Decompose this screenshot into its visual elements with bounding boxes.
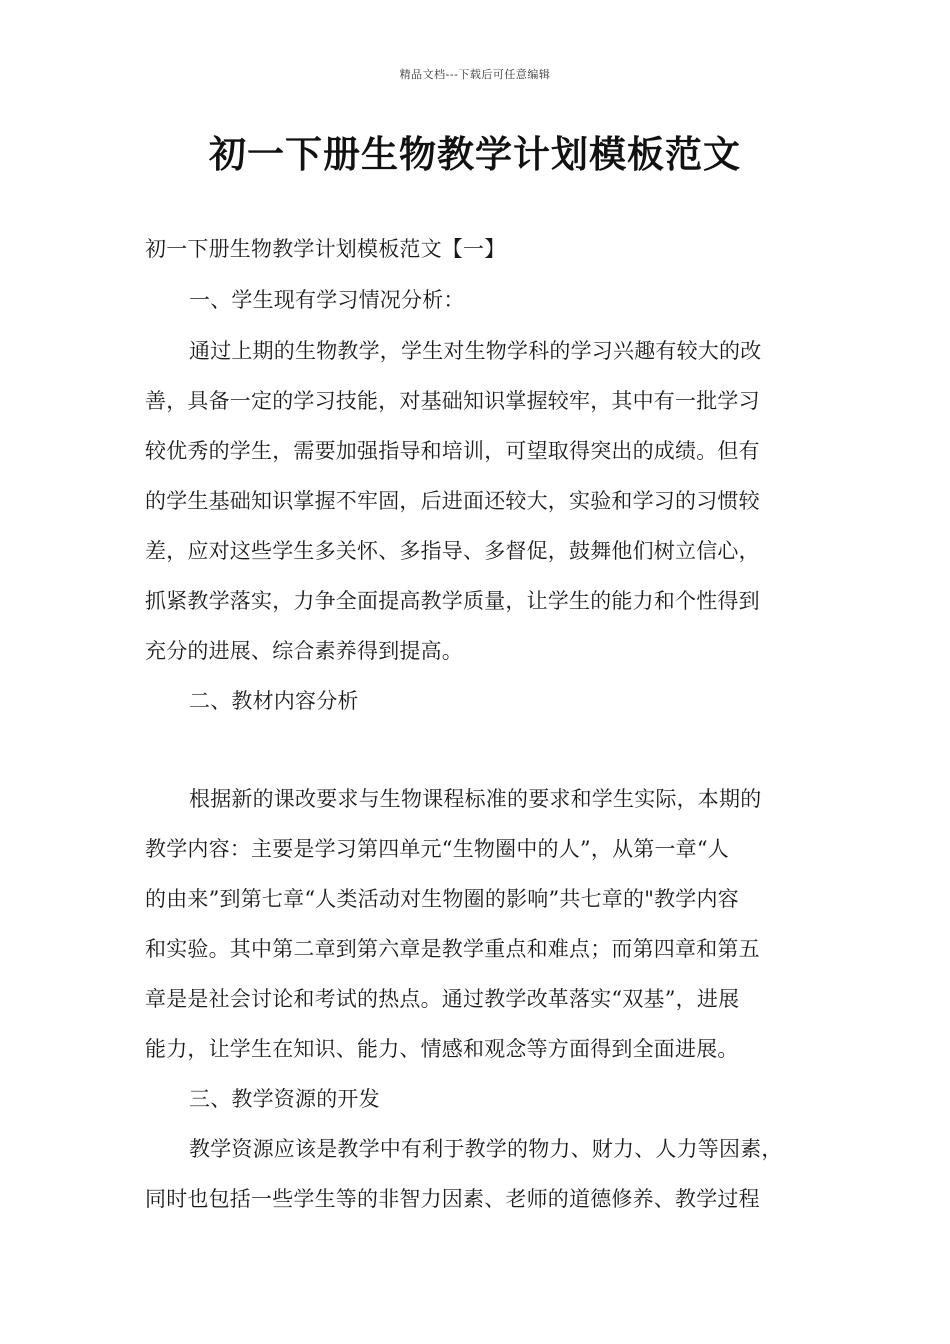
section-heading: 初一下册生物教学计划模板范文【一】 (145, 237, 506, 261)
subsection-heading: 一、学生现有学习情况分析： (189, 288, 465, 312)
paragraph-line: 同时也包括一些学生等的非智力因素、老师的道德修养、教学过程 (145, 1187, 760, 1211)
paragraph-line: 的由来”到第七章“人类活动对生物圈的影响”共七章的"教学内容 (145, 887, 739, 911)
paragraph-line: 较优秀的学生，需要加强指导和培训，可望取得突出的成绩。但有 (145, 439, 760, 463)
document-title: 初一下册生物教学计划模板范文 (209, 132, 741, 176)
paragraph-line: 差，应对这些学生多关怀、多指导、多督促，鼓舞他们树立信心， (145, 539, 760, 563)
paragraph-line: 善，具备一定的学习技能，对基础知识掌握较牢，其中有一批学习 (145, 389, 760, 413)
paragraph-line: 通过上期的生物教学，学生对生物学科的学习兴趣有较大的改 (189, 339, 762, 363)
paragraph-line: 教学内容：主要是学习第四单元“生物圈中的人”，从第一章“人 (145, 837, 730, 861)
paragraph-line: 抓紧教学落实，力争全面提高教学质量，让学生的能力和个性得到 (145, 589, 760, 613)
paragraph-line: 和实验。其中第二章到第六章是教学重点和难点；而第四章和第五 (145, 937, 760, 961)
paragraph-line: 能力，让学生在知识、能力、情感和观念等方面得到全面进展。 (145, 1037, 739, 1061)
header-note: 精品文档---下载后可任意编辑 (399, 68, 551, 81)
paragraph-line: 根据新的课改要求与生物课程标准的要求和学生实际，本期的 (189, 787, 762, 811)
subsection-heading: 三、教学资源的开发 (189, 1087, 380, 1111)
paragraph-line: 的学生基础知识掌握不牢固，后进面还较大，实验和学习的习惯较 (145, 489, 760, 513)
subsection-heading: 二、教材内容分析 (189, 689, 359, 713)
paragraph-line: 章是是社会讨论和考试的热点。通过教学改革落实“双基”，进展 (145, 987, 740, 1011)
paragraph-line: 充分的进展、综合素养得到提高。 (145, 639, 463, 663)
paragraph-line: 教学资源应该是教学中有利于教学的物力、财力、人力等因素， (189, 1137, 783, 1161)
